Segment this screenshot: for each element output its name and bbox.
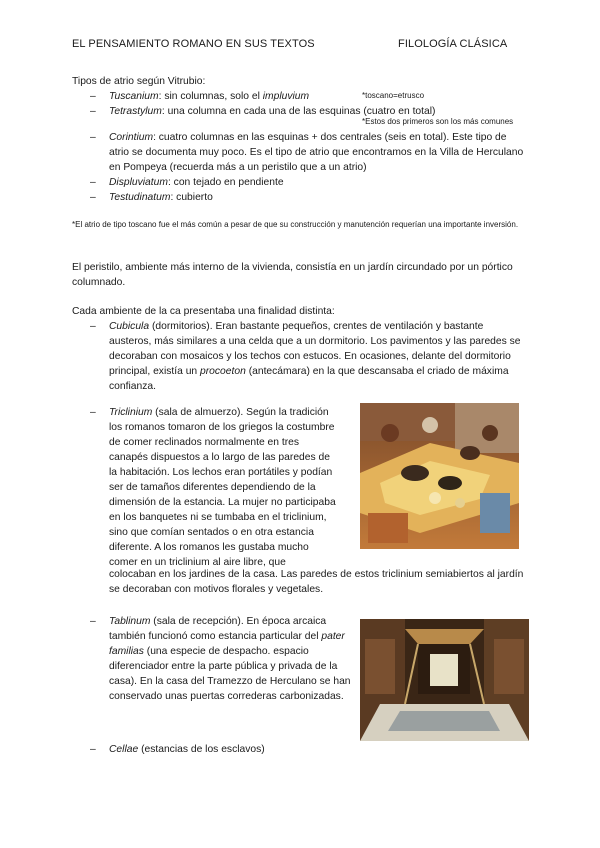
triclinium-text	[72, 405, 337, 570]
atrio-section	[72, 74, 528, 205]
term: Tetrastylum	[109, 106, 162, 117]
list-marker: –	[90, 744, 96, 755]
term: Cellae	[109, 744, 139, 755]
term: Corintium	[109, 132, 154, 143]
list-marker: –	[90, 321, 96, 332]
term: Testudinatum	[109, 192, 171, 203]
triclinium-banquet-image	[360, 403, 519, 549]
tablinum-text	[72, 614, 352, 704]
ambientes-intro: Cada ambiente de la ca presentaba una finalidad distinta:	[72, 306, 335, 317]
header-subject: FILOLOGÍA CLÁSICA	[398, 38, 508, 50]
list-marker: –	[90, 407, 96, 418]
item-text: : cuatro columnas en las esquinas + dos centrales (seis en total). Este tipo de atrio se documenta muy poco. Es el tipo de atrio que encontramos en la Villa de Herculano en Pompeya (recuerda más a un peristilo que a un atrio)	[109, 132, 524, 173]
item-text: (estancias de los esclavos)	[138, 744, 265, 755]
list-marker: –	[90, 177, 96, 188]
atrio-footnote: *El atrio de tipo toscano fue el más común a pesar de que su construcción y manutención requerían una importante inversión.	[72, 220, 519, 229]
ambientes-section	[72, 304, 528, 394]
item-text: (sala de almuerzo). Según la tradición los romanos tomaron de los griegos la costumbre de comer reclinados normalmente en tres canapés dispuestos a lo largo de las paredes de la habitación. Los lechos eran portátiles y podían ser de tamaños diferentes dependiendo de la dimensión de la estancia. La mujer no participaba en los banquetes ni se tumbaba en el triclinium, sino que comían sentados o en otra estancia diferente. A los romanos les gustaba mucho comer en un triclinium al aire libre, que	[109, 407, 336, 568]
ambiente-triclinium	[72, 405, 337, 570]
ambiente-tablinum	[72, 614, 352, 704]
list-marker: –	[90, 616, 96, 627]
atrio-item-corintium	[72, 130, 528, 175]
term: Displuviatum	[109, 177, 168, 188]
item-text: (dormitorios). Eran bastante pequeños, crentes de ventilación y bastante austeros, más similares a una celda que a un dormitorio. Los pavimentos y las paredes se decoraban con mosaicos y los techos con estucos. En ocasiones, delante del dormitorio principal, existía un	[109, 321, 521, 377]
item-text: : sin columnas, solo el	[158, 91, 263, 102]
item-text: (sala de recepción). En época arcaica también funcionó como estancia particular del	[109, 616, 327, 642]
term: impluvium	[262, 91, 310, 102]
list-marker: –	[90, 192, 96, 203]
atrio-item-displuviatum	[72, 175, 528, 190]
cellae-text	[72, 742, 528, 757]
item-text: (antecámara) en la que descansaba el criado de máxima confianza.	[109, 366, 509, 392]
atrio-item-tuscanium	[72, 89, 528, 104]
item-text: (una especie de despacho. espacio diferenciador entre la parte pública y privada de la casa). En la casa del Tramezzo de Herculano se han conservado unas puertas correderas carbonizadas.	[109, 646, 351, 702]
triclinium-continuation: colocaban en los jardines de la casa. Las paredes de estos triclinium semiabiertos al jardín se decoraban con motivos florales y vegetales.	[109, 569, 524, 595]
item-text: : cubierto	[170, 192, 213, 203]
item-text: : con tejado en pendiente	[167, 177, 284, 188]
peristilo-paragraph: El peristilo, ambiente más interno de la vivienda, consistía en un jardín circundado por un pórtico columnado.	[72, 262, 513, 288]
term: Triclinium	[109, 407, 153, 418]
ambiente-cubicula	[72, 319, 528, 394]
list-marker: –	[90, 132, 96, 143]
ambiente-cellae	[72, 742, 528, 757]
item-text: : una columna en cada una de las esquinas (cuatro en total)	[161, 106, 436, 117]
note-toscano: *toscano=etrusco	[362, 91, 425, 100]
list-marker: –	[90, 106, 96, 117]
header-course-title: EL PENSAMIENTO ROMANO EN SUS TEXTOS	[72, 38, 315, 50]
term: Tablinum	[109, 616, 151, 627]
term: Tuscanium	[109, 91, 159, 102]
atrio-title: Tipos de atrio según Vitrubio:	[72, 76, 206, 87]
list-marker: –	[90, 91, 96, 102]
note-comunes: *Estos dos primeros son los más comunes	[362, 117, 514, 126]
term: Cubicula	[109, 321, 150, 332]
tablinum-room-image	[360, 619, 529, 741]
term: procoeton	[200, 366, 246, 377]
term: pater familias	[109, 631, 345, 657]
atrio-item-testudinatum	[72, 190, 528, 205]
